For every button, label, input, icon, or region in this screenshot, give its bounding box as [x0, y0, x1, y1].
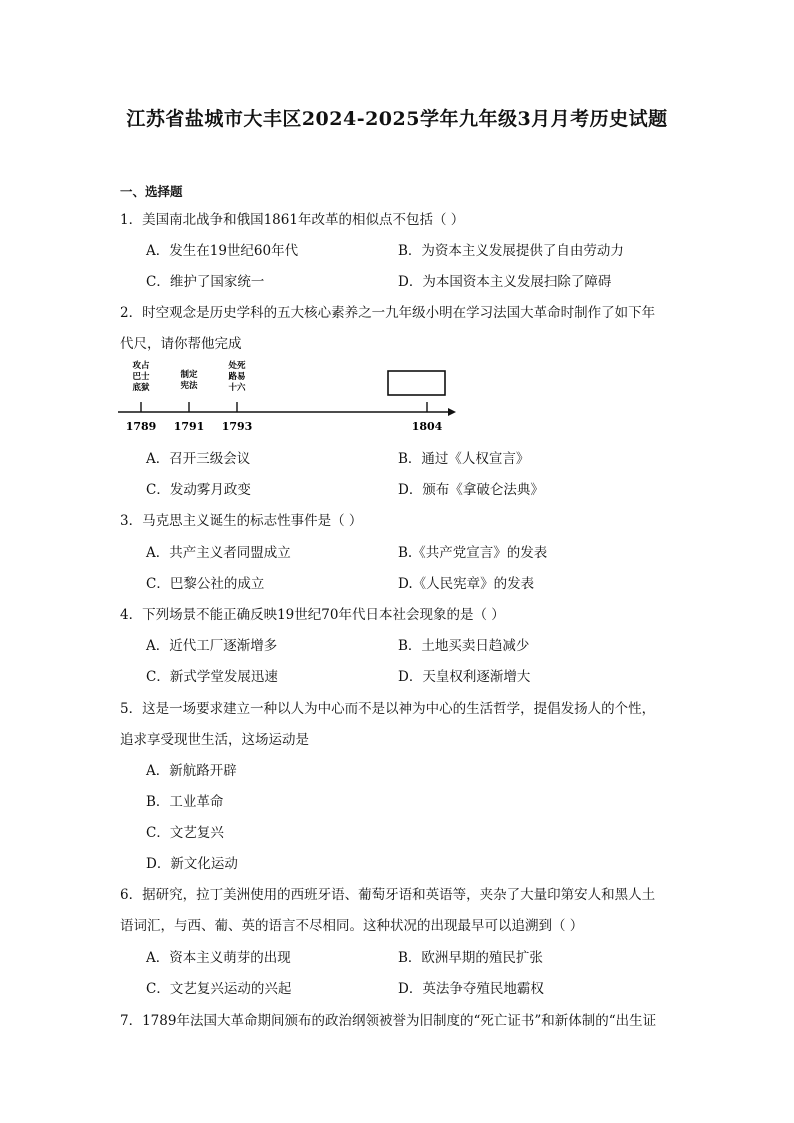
- question-3-option-b: B.《共产党宣言》的发表: [398, 545, 548, 561]
- document-title: 江苏省盐城市大丰区2024-2025学年九年级3月月考历史试题: [126, 108, 668, 130]
- question-6-option-d: D．英法争夺殖民地霸权: [398, 981, 544, 997]
- timeline-label-1789-line-1: 攻占: [132, 361, 150, 371]
- timeline-label-1789-line-3: 底狱: [132, 383, 150, 393]
- question-3-option-d: D.《人民宪章》的发表: [398, 576, 535, 592]
- question-5-option-d: D．新文化运动: [146, 856, 238, 872]
- question-6-option-a: A．资本主义萌芽的出现: [146, 950, 291, 966]
- question-7-stem-line-1: 7．1789年法国大革命期间颁布的政治纲领被誉为旧制度的“死亡证书”和新体制的“出生证: [120, 1013, 657, 1029]
- timeline-blank-box: [388, 371, 445, 395]
- question-3-stem: 3．马克思主义诞生的标志性事件是（ ）: [120, 513, 363, 529]
- timeline-figure: [118, 357, 463, 437]
- question-2-option-c: C．发动雾月政变: [146, 482, 251, 498]
- question-1-option-b: B．为资本主义发展提供了自由劳动力: [398, 243, 624, 259]
- question-5-option-c: C．文艺复兴: [146, 825, 224, 841]
- timeline-year-1789: 1789: [125, 420, 157, 433]
- question-4-option-b: B．土地买卖日趋减少: [398, 638, 530, 654]
- question-2-stem-line-2: 代尺，请你帮他完成: [120, 336, 242, 352]
- question-1-option-c: C．维护了国家统一: [146, 274, 265, 290]
- question-1-option-d: D．为本国资本主义发展扫除了障碍: [398, 274, 612, 290]
- question-2-option-a: A．召开三级会议: [146, 451, 251, 467]
- timeline-year-1793: 1793: [221, 420, 253, 433]
- section-heading: 一、选择题: [120, 184, 183, 199]
- timeline-label-1793-line-3: 十六: [228, 383, 246, 393]
- question-1-stem: 1．美国南北战争和俄国1861年改革的相似点不包括（ ）: [120, 212, 465, 228]
- question-2-stem-line-1: 2．时空观念是历史学科的五大核心素养之一九年级小明在学习法国大革命时制作了如下年: [120, 305, 656, 321]
- timeline-label-1793-line-1: 处死: [228, 361, 246, 371]
- question-2-option-d: D．颁布《拿破仑法典》: [398, 482, 544, 498]
- timeline-label-1791-line-1: 制定: [180, 370, 198, 380]
- timeline-label-1791-line-2: 宪法: [180, 381, 198, 391]
- question-5-stem-line-2: 追求享受现世生活，这场运动是: [120, 732, 309, 748]
- question-4-option-a: A．近代工厂逐渐增多: [146, 638, 278, 654]
- question-6-option-b: B．欧洲早期的殖民扩张: [398, 950, 543, 966]
- question-4-option-d: D．天皇权利逐渐增大: [398, 669, 531, 685]
- question-5-option-a: A．新航路开辟: [146, 763, 237, 779]
- timeline-label-1793-line-2: 路易: [228, 372, 246, 382]
- timeline-year-1804: 1804: [411, 420, 443, 433]
- timeline-arrowhead: [448, 408, 456, 416]
- question-4-option-c: C．新式学堂发展迅速: [146, 669, 278, 685]
- question-6-option-c: C．文艺复兴运动的兴起: [146, 981, 292, 997]
- question-2-option-b: B．通过《人权宣言》: [398, 451, 530, 467]
- timeline-label-1789-line-2: 巴士: [132, 372, 150, 382]
- question-3-option-c: C．巴黎公社的成立: [146, 576, 265, 592]
- question-4-stem: 4．下列场景不能正确反映19世纪70年代日本社会现象的是（ ）: [120, 607, 505, 623]
- question-5-stem-line-1: 5．这是一场要求建立一种以人为中心而不是以神为中心的生活哲学，提倡发扬人的个性，: [120, 701, 656, 717]
- question-5-option-b: B．工业革命: [146, 794, 224, 810]
- timeline-year-1791: 1791: [173, 420, 205, 433]
- question-1-option-a: A．发生在19世纪60年代: [146, 243, 299, 259]
- question-6-stem-line-2: 语词汇，与西、葡、英的语言不尽相同。这种状况的出现最早可以追溯到（ ）: [120, 918, 584, 934]
- question-6-stem-line-1: 6．据研究，拉丁美洲使用的西班牙语、葡萄牙语和英语等，夹杂了大量印第安人和黑人土: [120, 887, 656, 903]
- question-3-option-a: A．共产主义者同盟成立: [146, 545, 291, 561]
